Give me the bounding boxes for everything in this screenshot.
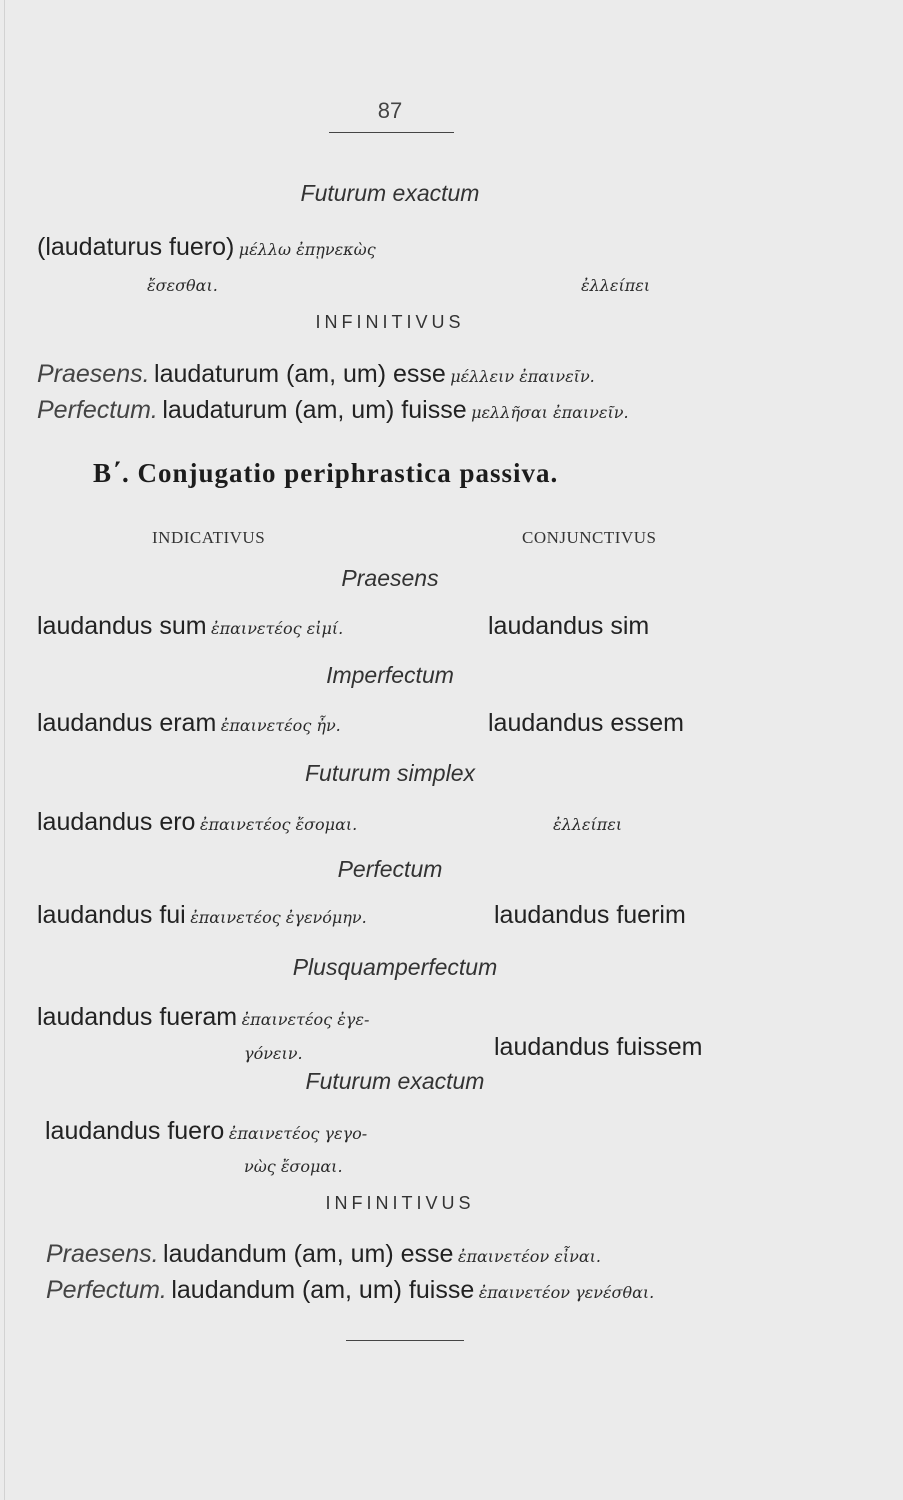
praesens-greek: μέλλειν ἐπαινεῖν. xyxy=(450,367,595,386)
tense-heading: Praesens xyxy=(341,565,439,591)
praesens-latin: laudaturum (am, um) esse xyxy=(154,360,446,388)
active-futurum-exactum-line xyxy=(37,233,376,262)
tense-row xyxy=(37,612,343,641)
active-infinitivus-heading: INFINITIVUS xyxy=(315,312,465,332)
tense-row xyxy=(45,1117,367,1146)
page-number: 87 xyxy=(377,98,403,123)
page-edge xyxy=(4,0,5,1500)
praesens-label: Praesens. xyxy=(37,360,150,388)
active-futurum-exactum-heading: Futurum exactum xyxy=(300,180,480,206)
tense-row xyxy=(37,901,367,930)
passive-infinitivus-perfectum xyxy=(46,1276,654,1305)
ind-greek: ἐπαινετέος γεγο- xyxy=(228,1124,368,1143)
praesens-greek: ἐπαινετέον εἶναι. xyxy=(457,1247,601,1266)
passive-infinitivus-heading: INFINITIVUS xyxy=(325,1193,475,1213)
tense-heading: Perfectum xyxy=(337,856,443,882)
perfectum-greek: ἐπαινετέον γενέσθαι. xyxy=(478,1283,655,1302)
conj-form: laudandus fuerim xyxy=(494,901,686,929)
end-rule xyxy=(346,1340,464,1341)
ind-greek-cont: νὼς ἔσομαι. xyxy=(244,1157,343,1176)
perfectum-latin: laudaturum (am, um) fuisse xyxy=(162,396,467,424)
ind-greek: ἐπαινετέος ἔσομαι. xyxy=(199,815,358,834)
ind-latin: laudandus fueram xyxy=(37,1003,238,1031)
praesens-latin: laudandum (am, um) esse xyxy=(163,1240,454,1268)
ind-latin: laudandus eram xyxy=(37,709,217,737)
ind-latin: laudandus fui xyxy=(37,901,186,929)
ind-greek: ἐπαινετέος ἐγε- xyxy=(241,1010,370,1029)
perfectum-latin: laudandum (am, um) fuisse xyxy=(171,1276,475,1304)
conj-form: laudandus fuissem xyxy=(494,1033,703,1061)
ind-greek: ἐπαινετέος ἐγενόμην. xyxy=(190,908,367,927)
perfectum-label: Perfectum. xyxy=(37,396,158,424)
page-number-rule xyxy=(329,132,454,133)
tense-heading: Futurum simplex xyxy=(305,760,475,786)
active-infinitivus-perfectum xyxy=(37,396,629,425)
conj-form: laudandus sim xyxy=(488,612,650,640)
ind-latin: laudandus sum xyxy=(37,612,207,640)
active-infinitivus-praesens xyxy=(37,360,595,389)
col-indicativus: INDICATIVUS xyxy=(152,528,266,547)
perfectum-greek: μελλῆσαι ἐπαινεῖν. xyxy=(471,403,629,422)
ind-greek: ἐπαινετέος εἰμί. xyxy=(211,619,344,638)
conj-form: ἐλλείπει xyxy=(553,815,623,834)
active-futurum-exactum-greek-cont: ἔσεσθαι. xyxy=(147,276,218,295)
ind-greek: ἐπαινετέος ἦν. xyxy=(220,716,341,735)
ind-greek-cont: γόνειν. xyxy=(244,1044,303,1063)
perfectum-label: Perfectum. xyxy=(46,1276,167,1304)
col-conjunctivus: CONJUNCTIVUS xyxy=(522,528,657,547)
section-title: B΄. Conjugatio periphrastica passiva. xyxy=(93,458,559,488)
conj-form: laudandus essem xyxy=(488,709,684,737)
tense-heading: Plusquamperfectum xyxy=(292,954,498,980)
ind-latin: laudandus fuero xyxy=(45,1117,225,1145)
praesens-label: Praesens. xyxy=(46,1240,159,1268)
active-futurum-exactum-conj: ἐλλείπει xyxy=(581,276,651,295)
active-futurum-exactum-greek: μέλλω ἐπῃνεκὼς xyxy=(238,240,376,259)
passive-infinitivus-praesens xyxy=(46,1240,601,1269)
tense-row xyxy=(37,808,357,837)
tense-row xyxy=(37,1003,369,1032)
active-futurum-exactum-latin: (laudaturus fuero) xyxy=(37,233,235,261)
tense-heading: Futurum exactum xyxy=(305,1068,485,1094)
tense-heading: Imperfectum xyxy=(326,662,454,688)
ind-latin: laudandus ero xyxy=(37,808,196,836)
tense-row xyxy=(37,709,341,738)
